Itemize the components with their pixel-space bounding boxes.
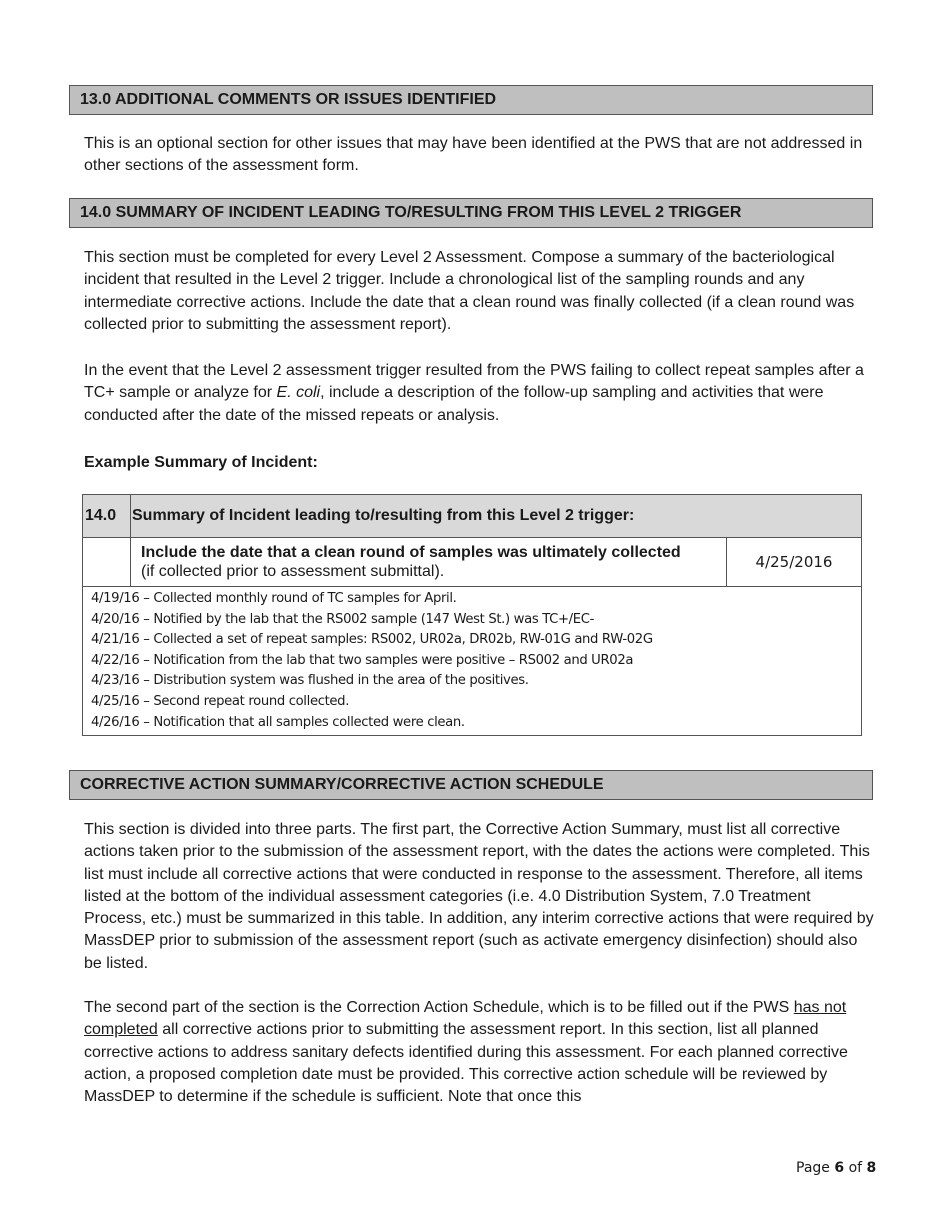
current-page: 6 xyxy=(834,1160,845,1176)
section-14-para-2 xyxy=(84,360,874,427)
list-item: 4/19/16 – Collected monthly round of TC samples for April. xyxy=(91,591,457,606)
table-number: 14.0 xyxy=(83,495,131,538)
clean-date: 4/25/2016 xyxy=(727,538,862,587)
text: The second part of the section is the Correction Action Schedule, which is to be filled out if the PWS xyxy=(84,999,794,1016)
text: In the event that the Level 2 assessment trigger resulted from the PWS failing to collect repeat samples after a TC+ sample or analyze for xyxy=(84,362,864,402)
table-title: Summary of Incident leading to/resulting from this Level 2 trigger: xyxy=(131,495,862,538)
page-word: Page xyxy=(796,1160,830,1176)
instruction-cell xyxy=(131,538,727,587)
list-item: 4/23/16 – Distribution system was flushed in the area of the positives. xyxy=(91,673,529,689)
list-item: 4/22/16 – Notification from the lab that two samples were positive – RS002 and UR02a xyxy=(91,652,634,668)
list-item: 4/20/16 – Notified by the lab that the RS002 sample (147 West St.) was TC+/EC- xyxy=(91,611,595,627)
page-number xyxy=(796,1160,876,1176)
list-item: 4/25/16 – Second repeat round collected. xyxy=(91,693,350,709)
corrective-para-1: This section is divided into three parts. The first part, the Corrective Action Summary, must list all corrective actions taken prior to the submission of the assessment report, with the dates the actions were completed. This list must include all corrective actions that were conducted in response to the assessment. Therefore, all items listed at the bottom of the individual assessment categories (i.e. 4.0 Distribution System, 7.0 Treatment Process, etc.) must be summarized in this table. In addition, any interim corrective actions that were required by MassDEP prior to submission of the assessment report (such as activate emergency disinfection) should also be listed. xyxy=(84,821,874,972)
instruction-note: (if collected prior to assessment submittal). xyxy=(141,563,445,580)
underlined-text: has not completed xyxy=(84,999,847,1039)
list-item: 4/26/16 – Notification that all samples collected were clean. xyxy=(91,714,465,730)
section-13-heading: 13.0 ADDITIONAL COMMENTS OR ISSUES IDENTIFIED xyxy=(69,85,873,115)
corrective-para-2 xyxy=(84,997,874,1108)
example-label: Example Summary of Incident: xyxy=(84,454,318,471)
event-list xyxy=(83,587,862,736)
instruction-bold: Include the date that a clean round of samples was ultimately collected xyxy=(141,544,681,561)
text: , include a description of the follow-up sampling and activities that were conducted after the date of the missed repeats or analysis. xyxy=(84,384,824,424)
section-14-para-1: This section must be completed for every Level 2 Assessment. Compose a summary of the bacteriological incident that resulted in the Level 2 trigger. Include a chronological list of the sampling rounds and any intermediate corrective actions. Include the date that a clean round was finally collected (if a clean round was collected prior to submitting the assessment report). xyxy=(84,249,855,333)
ecoli-italic: E. coli xyxy=(276,384,321,402)
corrective-heading: CORRECTIVE ACTION SUMMARY/CORRECTIVE ACTION SCHEDULE xyxy=(69,770,873,800)
section-13-body: This is an optional section for other issues that may have been identified at the PWS that are not addressed in other sections of the assessment form. xyxy=(84,135,863,175)
list-item: 4/21/16 – Collected a set of repeat samples: RS002, UR02a, DR02b, RW-01G and RW-02G xyxy=(91,632,653,648)
total-pages: 8 xyxy=(866,1160,877,1176)
of-word: of xyxy=(848,1160,863,1176)
example-summary-table xyxy=(82,494,862,736)
section-14-heading: 14.0 SUMMARY OF INCIDENT LEADING TO/RESULTING FROM THIS LEVEL 2 TRIGGER xyxy=(69,198,873,228)
text: all corrective actions prior to submitting the assessment report. In this section, list all planned corrective actions to address sanitary defects identified during this assessment. For each planned corrective action, a proposed completion date must be provided. This corrective action schedule will be reviewed by MassDEP to determine if the schedule is sufficient. Note that once this xyxy=(84,1021,848,1106)
